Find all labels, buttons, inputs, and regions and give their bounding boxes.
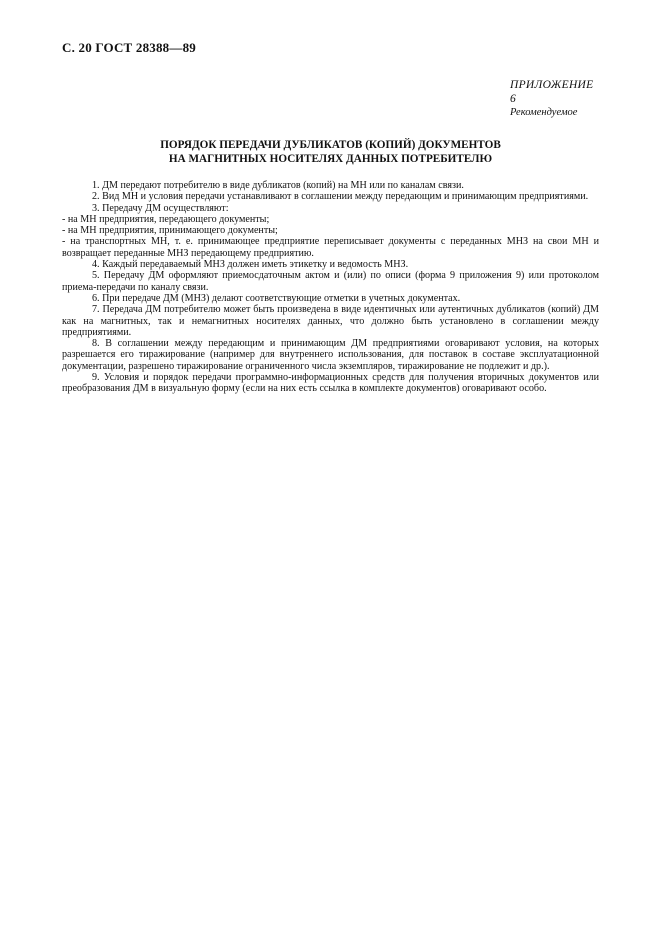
appendix-title: ПРИЛОЖЕНИЕ 6 [510,79,594,105]
paragraph-9: 9. Условия и порядок передачи программно-информационных средств для получения вторичных документов или преобразования ДМ в визуальную форму (если на них есть ссылка в комплекте документов) оговаривают особо. [62,372,599,395]
appendix-status: Рекомендуемое [510,107,578,118]
paragraph-5: 5. Передачу ДМ оформляют приемосдаточным актом и (или) по описи (форма 9 приложения 9) или протоколом приема-передачи по каналу связи. [62,270,599,293]
running-header: С. 20 ГОСТ 28388—89 [62,40,196,55]
list-item-2: - на МН предприятия, принимающего документы; [62,225,278,237]
paragraph-4: 4. Каждый передаваемый МНЗ должен иметь этикетку и ведомость МНЗ. [92,259,409,271]
document-body [62,180,599,395]
list-item-1: - на МН предприятия, передающего документы; [62,213,270,225]
list-item-3: - на транспортных МН, т. е. принимающее предприятие переписывает документы с переданных МНЗ на свои МН и возвращает переданные МНЗ передающему предприятию. [62,236,599,259]
paragraph-2: 2. Вид МН и условия передачи устанавливают в соглашении между передающим и принимающим предприятиями. [92,191,589,203]
paragraph-7: 7. Передача ДМ потребителю может быть произведена в виде идентичных или аутентичных дубликатов (копий) ДМ как на магнитных, так и немагнитных носителях данных, что должно быть установлено в соглашении между предприятиями. [62,304,599,338]
paragraph-6: 6. При передаче ДМ (МНЗ) делают соответствующие отметки в учетных документах. [92,292,461,304]
paragraph-1: 1. ДМ передают потребителю в виде дубликатов (копий) на МН или по каналам связи. [92,180,464,191]
document-title [62,139,599,166]
paragraph-3: 3. Передачу ДМ осуществляют: [92,202,229,214]
appendix-label [510,78,600,119]
document-title-line-1: ПОРЯДОК ПЕРЕДАЧИ ДУБЛИКАТОВ (КОПИЙ) ДОКУМЕНТОВ [160,139,501,151]
paragraph-8: 8. В соглашении между передающим и принимающим ДМ предприятиями оговаривают условия, на которых разрешается его тиражирование (например для внутреннего использования, для поставок в составе эксплуатационной документации, разрешено тиражирование ограниченного числа экземпляров, тиражирование не подлежит и др.). [62,338,599,372]
document-title-line-2: НА МАГНИТНЫХ НОСИТЕЛЯХ ДАННЫХ ПОТРЕБИТЕЛЮ [168,152,493,165]
